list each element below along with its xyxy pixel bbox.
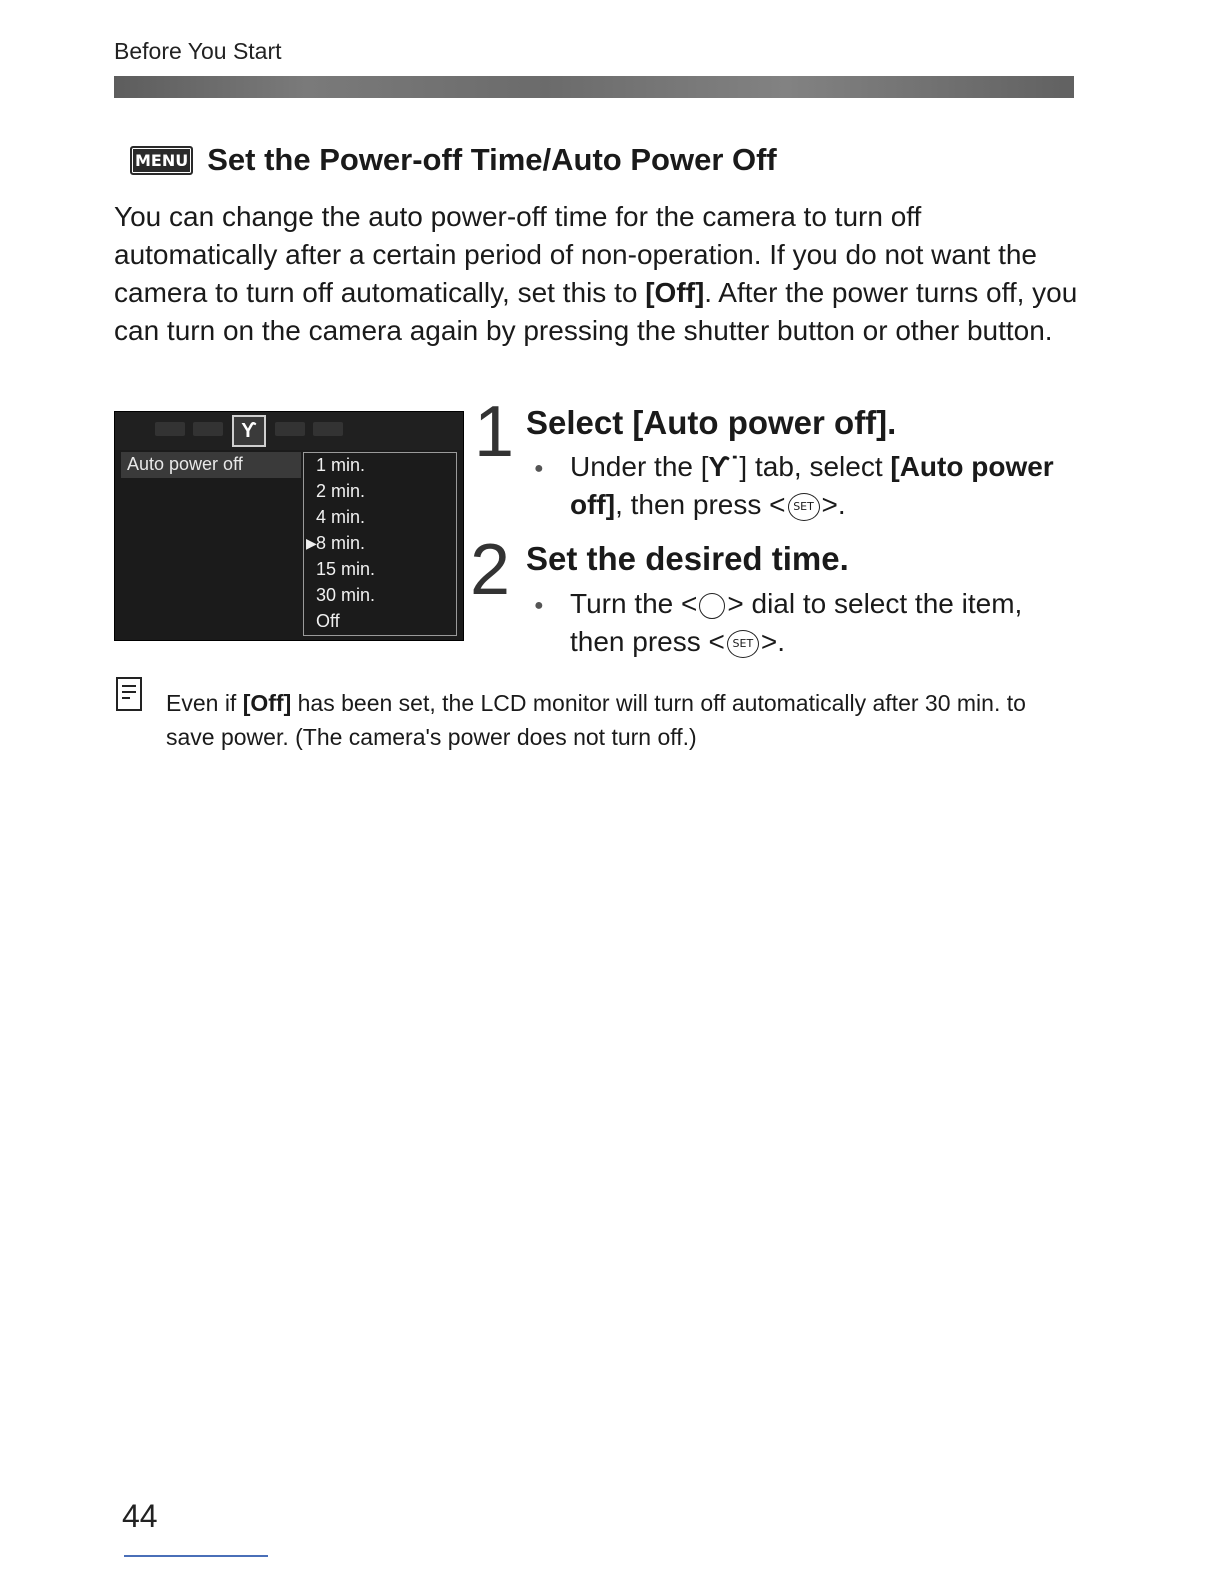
step-text: > dial to select the item, then press < — [570, 588, 1023, 657]
lcd-option: Off — [316, 611, 340, 631]
section-title-row — [130, 140, 777, 180]
lcd-screen — [114, 411, 464, 641]
step-text: ] tab, select — [739, 451, 891, 482]
step-instruction — [570, 585, 1080, 661]
lcd-option: 30 min. — [316, 585, 376, 605]
intro-paragraph — [114, 198, 1084, 350]
set-button-icon: SET — [788, 493, 820, 521]
lcd-tab — [155, 422, 185, 436]
step-instruction — [570, 448, 1070, 524]
bullet-icon: ● — [534, 460, 544, 477]
intro-bold: [Off] — [645, 277, 705, 308]
header-bar — [114, 76, 1074, 98]
lcd-setting-label: Auto power off — [127, 454, 243, 474]
lcd-option-selected: 8 min. — [316, 533, 366, 553]
note-text-2: has been set, the LCD monitor will turn off automatically after 30 min. to save power. (The camera's power does not turn off.) — [166, 690, 1026, 750]
step-text: >. — [821, 489, 846, 520]
step-title: Set the desired time. — [526, 540, 849, 577]
page-underline — [124, 1555, 268, 1557]
note-icon — [116, 677, 142, 711]
intro-text-1: You can change the auto power-off time for the camera to turn off automatically after a certain period of non-operation. If you do not want the camera to turn off automatically, set this to — [114, 201, 1038, 308]
note-text — [166, 686, 1066, 754]
selected-marker-icon: ▶ — [306, 535, 317, 551]
lcd-option: 4 min. — [316, 507, 366, 527]
lcd-option: 1 min. — [316, 455, 366, 475]
page-number: 44 — [122, 1498, 158, 1534]
note-text-1: Even if — [166, 690, 243, 716]
running-header: Before You Start — [114, 38, 282, 64]
lcd-options-list — [303, 452, 457, 636]
lcd-tab — [193, 422, 223, 436]
step-number: 1 — [474, 392, 515, 472]
step-text: Turn the < — [570, 588, 698, 619]
step-text: Under the [ — [570, 451, 709, 482]
note-bold: [Off] — [242, 690, 292, 716]
step-bold: [Auto power off] — [570, 451, 1054, 520]
section-title: Set the Power-off Time/Auto Power Off — [207, 142, 777, 177]
lcd-tab — [275, 422, 305, 436]
lcd-option: 15 min. — [316, 559, 376, 579]
lcd-tab — [313, 422, 343, 436]
menu-badge-icon: MENU — [130, 146, 193, 175]
quick-control-dial-icon — [699, 593, 725, 619]
step-text: , then press < — [615, 489, 786, 520]
step-title: Select [Auto power off]. — [526, 404, 897, 441]
step-number: 2 — [470, 530, 511, 610]
wrench-icon: ϒ — [232, 415, 266, 447]
set-button-icon: SET — [727, 630, 759, 658]
lcd-option: 2 min. — [316, 481, 366, 501]
wrench-tab-icon: ϒ˙ — [708, 451, 740, 482]
intro-text-2: . After the power turns off, you can turn on the camera again by pressing the shutter button or other button. — [114, 277, 1078, 346]
step-text: >. — [760, 626, 786, 657]
bullet-icon: ● — [534, 597, 544, 614]
